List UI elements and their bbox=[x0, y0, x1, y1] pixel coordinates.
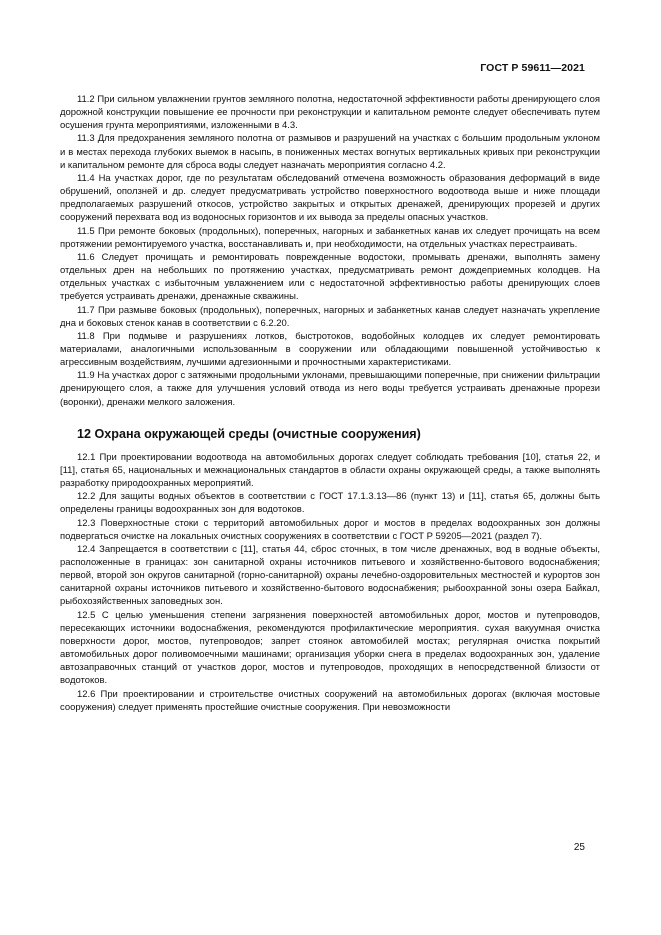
clause-12-2: 12.2 Для защиты водных объектов в соответствии с ГОСТ 17.1.3.13—86 (пункт 13) и [11], статья 65, должны быть определены границы водоохранных зон для водотоков. bbox=[60, 491, 600, 516]
clause-11-8: 11.8 При подмыве и разрушениях лотков, быстротоков, водобойных колодцев их следует ремонтировать материалами, аналогичными использованным в сооружении или обладающими повышенной устойчивостью к агрессивным воздействиям, лучшими адгезионными и прочностными характеристиками. bbox=[60, 330, 600, 369]
clause-11-5: 11.5 При ремонте боковых (продольных), поперечных, нагорных и забанкетных канав их следует прочищать на всем протяжении ремонтируемого участка, восстанавливать и, при необходимости, на отдельных участках перестраивать. bbox=[60, 225, 600, 250]
clause-12-4: 12.4 Запрещается в соответствии с [11], статья 44, сброс сточных, в том числе дренажных, вод в водные объекты, расположенные в границах: зон санитарной охраны источников питьевого и хозяйственно-бытового водоснабжения; первой, второй зон округов санитарной (горно-санитарной) охраны лечебно-оздоровительных местностей и курортов зон санитарной охраны источников питьевого и хозяйственно-бытового водоснабжения; рыбоохранной зоны озера Байкал, рыбохозяйственных заповедных зон. bbox=[60, 543, 600, 608]
clause-12-6: 12.6 При проектировании и строительстве очистных сооружений на автомобильных дорогах (включая мостовые сооружения) следует применять простейшие очистные сооружения. При невозможности bbox=[60, 688, 600, 713]
clause-11-6: 11.6 Следует прочищать и ремонтировать поврежденные водостоки, промывать дренажи, выполнять замену отдельных дрен на небольших по протяжению участках, предусматривать ремонт дождеприемных колодцев. На отдельных участках с избыточным увлажнением или с недостаточной эффективностью работы дренирующих слоев требуется устраивать дренажи, дренажные скважины. bbox=[60, 251, 600, 303]
clause-12-5: 12.5 С целью уменьшения степени загрязнения поверхностей автомобильных дорог, мостов и путепроводов, пересекающих источники водоснабжения, рекомендуются профилактические мероприятия. сухая вакуумная очистка поверхности дорог, мостов, путепроводов; запрет стоянок автомобилей мостах; регулярная очистка покрытий автомобильных дорог поливомоечными машинами; организация уборки снега в пределах водоохранных зон, удаление автозаправочных станций от участков дорог, мостов и путепроводов, проходящих в непосредственной близости от водотоков. bbox=[60, 609, 600, 687]
document-standard-header: ГОСТ Р 59611—2021 bbox=[480, 62, 585, 74]
clause-11-9: 11.9 На участках дорог с затяжными продольными уклонами, превышающими поперечные, при снижении фильтрации дренирующего слоя, а также для улучшения условий отвода из него воды требуется устраивать дренажные прорези (воронки), дренажи мелкого заложения. bbox=[60, 370, 600, 408]
clause-11-2: 11.2 При сильном увлажнении грунтов земляного полотна, недостаточной эффективности работы дренирующего слоя дорожной конструкции повышение ее прочности при реконструкции и капитальном ремонте следует обеспечивать путем осушения грунта мероприятиями, изложенными в 4.3. bbox=[60, 94, 600, 132]
clause-12-3: 12.3 Поверхностные стоки с территорий автомобильных дорог и мостов в пределах водоохранных зон должны подвергаться очистке на локальных очистных сооружениях в соответствии с ГОСТ Р 59205—2021 (раздел 7). bbox=[60, 517, 600, 542]
clause-11-3: 11.3 Для предохранения земляного полотна от размывов и разрушений на участках с большим продольным уклоном и в местах перехода глубоких выемок в насыпь, в пониженных местах вогнутых вертикальных кривых при реконструкции и капитальном ремонте для сброса воды следует назначать мероприятия согласно 4.2. bbox=[60, 133, 600, 171]
page-number: 25 bbox=[573, 842, 585, 853]
document-body bbox=[60, 92, 600, 714]
clause-12-1: 12.1 При проектировании водоотвода на автомобильных дорогах следует соблюдать требования [10], статья 22, и [11], статья 65, национальных и межнациональных стандартов в области охраны окружающей среды, а также выполнять разработку природоохранных мероприятий. bbox=[60, 451, 600, 490]
section-12-heading: 12 Охрана окружающей среды (очистные сооружения) bbox=[77, 426, 421, 441]
clause-11-4: 11.4 На участках дорог, где по результатам обследований отмечена возможность образования деформаций в виде обрушений, оползней и др. следует предусматривать устройство поверхностного водоотвода выше и ниже площади предполагаемых разрушений откосов, устройство закрытых и открытых дренажей, дренирующих прорезей и других сооружений перехвата вод из водоносных горизонтов и их вывода за пределы опасных участков. bbox=[60, 172, 600, 224]
clause-11-7: 11.7 При размыве боковых (продольных), поперечных, нагорных и забанкетных канав следует назначать укрепление дна и боковых стенок канав в соответствии с 6.2.20. bbox=[60, 304, 600, 329]
